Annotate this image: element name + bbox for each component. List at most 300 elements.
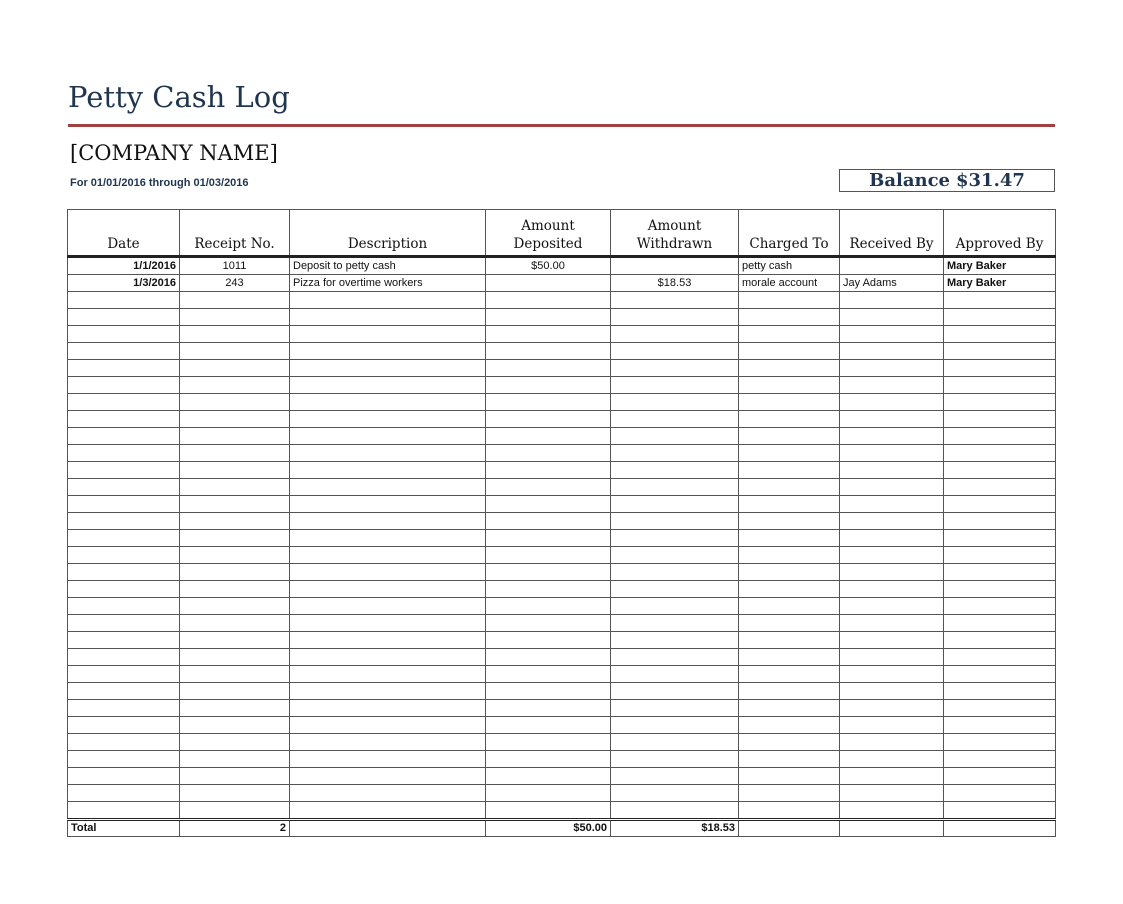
cell-approved-by[interactable] (944, 445, 1056, 462)
cell-amount-withdrawn[interactable] (611, 785, 739, 802)
cell-charged-to[interactable] (739, 292, 840, 309)
cell-amount-withdrawn[interactable] (611, 564, 739, 581)
cell-amount-withdrawn[interactable] (611, 496, 739, 513)
cell-date[interactable] (68, 496, 180, 513)
cell-date[interactable] (68, 360, 180, 377)
cell-received-by[interactable] (840, 751, 944, 768)
table-row (68, 343, 1056, 360)
cell-receipt-no[interactable] (180, 343, 290, 360)
col-header-description: Description (290, 210, 486, 257)
cell-amount-withdrawn[interactable] (611, 598, 739, 615)
cell-approved-by[interactable] (944, 581, 1056, 598)
title-divider (68, 124, 1055, 127)
cell-charged-to[interactable] (739, 445, 840, 462)
total-description-cell (290, 820, 486, 837)
cell-amount-withdrawn[interactable] (611, 666, 739, 683)
cell-approved-by[interactable] (944, 326, 1056, 343)
cell-amount-withdrawn[interactable] (611, 547, 739, 564)
cell-approved-by[interactable] (944, 479, 1056, 496)
cell-received-by[interactable] (840, 326, 944, 343)
cell-date[interactable] (68, 785, 180, 802)
cell-approved-by[interactable] (944, 377, 1056, 394)
cell-charged-to[interactable] (739, 700, 840, 717)
cell-charged-to[interactable] (739, 751, 840, 768)
col-header-approved-by: Approved By (944, 210, 1056, 257)
cell-date[interactable] (68, 802, 180, 820)
cell-charged-to[interactable] (739, 496, 840, 513)
cell-amount-deposited[interactable] (486, 275, 611, 292)
cell-date[interactable] (68, 479, 180, 496)
cell-receipt-no[interactable] (180, 496, 290, 513)
cell-receipt-no[interactable] (180, 462, 290, 479)
cell-approved-by[interactable] (944, 649, 1056, 666)
cell-charged-to[interactable]: morale account (739, 275, 840, 292)
cell-description[interactable] (290, 343, 486, 360)
cell-approved-by[interactable] (944, 768, 1056, 785)
cell-charged-to[interactable] (739, 581, 840, 598)
cell-description[interactable] (290, 564, 486, 581)
cell-description[interactable] (290, 309, 486, 326)
cell-amount-withdrawn[interactable] (611, 394, 739, 411)
cell-receipt-no[interactable] (180, 581, 290, 598)
cell-approved-by[interactable] (944, 411, 1056, 428)
cell-approved-by[interactable] (944, 428, 1056, 445)
cell-approved-by[interactable] (944, 530, 1056, 547)
cell-received-by[interactable] (840, 513, 944, 530)
cell-receipt-no[interactable] (180, 615, 290, 632)
cell-approved-by[interactable] (944, 632, 1056, 649)
cell-description[interactable] (290, 445, 486, 462)
cell-amount-deposited[interactable] (486, 309, 611, 326)
cell-amount-deposited[interactable] (486, 394, 611, 411)
cell-charged-to[interactable] (739, 343, 840, 360)
cell-charged-to[interactable] (739, 785, 840, 802)
cell-date[interactable] (68, 377, 180, 394)
cell-received-by[interactable] (840, 292, 944, 309)
table-row (68, 326, 1056, 343)
cell-charged-to[interactable] (739, 479, 840, 496)
cell-amount-deposited[interactable] (486, 479, 611, 496)
cell-amount-withdrawn[interactable] (611, 734, 739, 751)
cell-amount-deposited[interactable] (486, 683, 611, 700)
cell-description[interactable] (290, 530, 486, 547)
cell-amount-deposited[interactable] (486, 717, 611, 734)
cell-approved-by[interactable]: Mary Baker (944, 275, 1056, 292)
cell-description[interactable] (290, 360, 486, 377)
cell-charged-to[interactable] (739, 411, 840, 428)
table-row (68, 479, 1056, 496)
cell-date[interactable] (68, 683, 180, 700)
cell-amount-deposited[interactable] (486, 751, 611, 768)
cell-receipt-no[interactable] (180, 649, 290, 666)
cell-received-by[interactable] (840, 768, 944, 785)
cell-amount-deposited[interactable] (486, 496, 611, 513)
cell-receipt-no[interactable]: 243 (180, 275, 290, 292)
cell-received-by[interactable] (840, 428, 944, 445)
cell-received-by[interactable] (840, 547, 944, 564)
table-row (68, 445, 1056, 462)
cell-description[interactable] (290, 462, 486, 479)
cell-approved-by[interactable] (944, 751, 1056, 768)
table-row (68, 700, 1056, 717)
cell-amount-deposited[interactable] (486, 666, 611, 683)
cell-description[interactable] (290, 649, 486, 666)
cell-date[interactable] (68, 615, 180, 632)
cell-amount-deposited[interactable] (486, 615, 611, 632)
cell-approved-by[interactable] (944, 343, 1056, 360)
cell-amount-deposited[interactable]: $50.00 (486, 257, 611, 275)
cell-amount-withdrawn[interactable] (611, 343, 739, 360)
total-withdrawn: $18.53 (611, 820, 739, 837)
cell-receipt-no[interactable] (180, 513, 290, 530)
cell-received-by[interactable] (840, 785, 944, 802)
cell-approved-by[interactable] (944, 462, 1056, 479)
cell-receipt-no[interactable] (180, 785, 290, 802)
cell-receipt-no[interactable] (180, 377, 290, 394)
cell-received-by[interactable] (840, 479, 944, 496)
cell-amount-deposited[interactable] (486, 360, 611, 377)
cell-amount-withdrawn[interactable] (611, 309, 739, 326)
cell-amount-withdrawn[interactable] (611, 292, 739, 309)
cell-received-by[interactable] (840, 257, 944, 275)
cell-receipt-no[interactable] (180, 683, 290, 700)
cell-receipt-no[interactable] (180, 734, 290, 751)
cell-charged-to[interactable] (739, 666, 840, 683)
cell-approved-by[interactable] (944, 615, 1056, 632)
total-received-by-cell (840, 820, 944, 837)
total-label: Total (68, 820, 180, 837)
cell-amount-deposited[interactable] (486, 530, 611, 547)
cell-description[interactable] (290, 751, 486, 768)
cell-description[interactable] (290, 802, 486, 820)
cell-date[interactable] (68, 666, 180, 683)
cell-description[interactable] (290, 513, 486, 530)
cell-received-by[interactable] (840, 717, 944, 734)
cell-description[interactable] (290, 615, 486, 632)
table-row (68, 802, 1056, 820)
cell-approved-by[interactable] (944, 785, 1056, 802)
cell-description[interactable] (290, 581, 486, 598)
cell-amount-withdrawn[interactable] (611, 411, 739, 428)
cell-received-by[interactable] (840, 649, 944, 666)
table-row (68, 462, 1056, 479)
cell-date[interactable] (68, 513, 180, 530)
cell-charged-to[interactable] (739, 802, 840, 820)
cell-approved-by[interactable]: Mary Baker (944, 257, 1056, 275)
cell-charged-to[interactable] (739, 462, 840, 479)
cell-receipt-no[interactable]: 1011 (180, 257, 290, 275)
cell-amount-withdrawn[interactable] (611, 632, 739, 649)
cell-amount-deposited[interactable] (486, 649, 611, 666)
cell-description[interactable] (290, 717, 486, 734)
cell-date[interactable] (68, 445, 180, 462)
cell-amount-withdrawn[interactable] (611, 428, 739, 445)
cell-amount-deposited[interactable] (486, 700, 611, 717)
table-row (68, 683, 1056, 700)
cell-date[interactable] (68, 394, 180, 411)
cell-amount-deposited[interactable] (486, 581, 611, 598)
cell-date[interactable] (68, 343, 180, 360)
cell-approved-by[interactable] (944, 700, 1056, 717)
cell-amount-withdrawn[interactable] (611, 326, 739, 343)
cell-description[interactable] (290, 496, 486, 513)
cell-amount-withdrawn[interactable] (611, 683, 739, 700)
cell-amount-withdrawn[interactable] (611, 530, 739, 547)
cell-received-by[interactable] (840, 530, 944, 547)
cell-received-by[interactable] (840, 496, 944, 513)
cell-receipt-no[interactable] (180, 700, 290, 717)
cell-amount-deposited[interactable] (486, 564, 611, 581)
cell-receipt-no[interactable] (180, 717, 290, 734)
cell-received-by[interactable] (840, 802, 944, 820)
cell-amount-withdrawn[interactable] (611, 257, 739, 275)
cell-approved-by[interactable] (944, 309, 1056, 326)
cell-charged-to[interactable] (739, 632, 840, 649)
cell-date[interactable] (68, 581, 180, 598)
cell-received-by[interactable]: Jay Adams (840, 275, 944, 292)
cell-charged-to[interactable] (739, 615, 840, 632)
cell-date[interactable] (68, 768, 180, 785)
cell-receipt-no[interactable] (180, 564, 290, 581)
cell-amount-withdrawn[interactable] (611, 768, 739, 785)
cell-amount-withdrawn[interactable] (611, 360, 739, 377)
cell-date[interactable] (68, 734, 180, 751)
cell-date[interactable] (68, 428, 180, 445)
total-receipt-count: 2 (180, 820, 290, 837)
cell-received-by[interactable] (840, 615, 944, 632)
cell-charged-to[interactable] (739, 734, 840, 751)
cell-amount-deposited[interactable] (486, 734, 611, 751)
cell-amount-deposited[interactable] (486, 785, 611, 802)
cell-description[interactable] (290, 700, 486, 717)
cell-received-by[interactable] (840, 666, 944, 683)
cell-receipt-no[interactable] (180, 292, 290, 309)
cell-charged-to[interactable]: petty cash (739, 257, 840, 275)
cell-description[interactable]: Pizza for overtime workers (290, 275, 486, 292)
cell-amount-deposited[interactable] (486, 547, 611, 564)
cell-receipt-no[interactable] (180, 326, 290, 343)
cell-approved-by[interactable] (944, 496, 1056, 513)
cell-received-by[interactable] (840, 343, 944, 360)
cell-amount-withdrawn[interactable] (611, 462, 739, 479)
cell-charged-to[interactable] (739, 649, 840, 666)
cell-description[interactable] (290, 326, 486, 343)
cell-date[interactable] (68, 564, 180, 581)
cell-amount-withdrawn[interactable] (611, 615, 739, 632)
cell-date[interactable]: 1/1/2016 (68, 257, 180, 275)
table-row (68, 632, 1056, 649)
table-row (68, 309, 1056, 326)
cell-amount-withdrawn[interactable] (611, 649, 739, 666)
cell-received-by[interactable] (840, 700, 944, 717)
cell-received-by[interactable] (840, 581, 944, 598)
cell-amount-withdrawn[interactable] (611, 700, 739, 717)
cell-receipt-no[interactable] (180, 666, 290, 683)
cell-receipt-no[interactable] (180, 768, 290, 785)
cell-received-by[interactable] (840, 598, 944, 615)
cell-receipt-no[interactable] (180, 547, 290, 564)
col-header-charged-to: Charged To (739, 210, 840, 257)
total-row (68, 820, 1056, 837)
cell-description[interactable] (290, 411, 486, 428)
cell-amount-deposited[interactable] (486, 411, 611, 428)
cell-charged-to[interactable] (739, 547, 840, 564)
cell-approved-by[interactable] (944, 666, 1056, 683)
cell-amount-withdrawn[interactable] (611, 445, 739, 462)
cell-receipt-no[interactable] (180, 360, 290, 377)
cell-received-by[interactable] (840, 445, 944, 462)
cell-amount-deposited[interactable] (486, 598, 611, 615)
cell-date[interactable] (68, 411, 180, 428)
cell-description[interactable] (290, 377, 486, 394)
cell-charged-to[interactable] (739, 326, 840, 343)
cell-date[interactable] (68, 700, 180, 717)
cell-received-by[interactable] (840, 632, 944, 649)
cell-description[interactable] (290, 734, 486, 751)
cell-charged-to[interactable] (739, 717, 840, 734)
cell-date[interactable]: 1/3/2016 (68, 275, 180, 292)
cell-date[interactable] (68, 717, 180, 734)
cell-amount-deposited[interactable] (486, 428, 611, 445)
table-row (68, 257, 1056, 275)
cell-approved-by[interactable] (944, 360, 1056, 377)
table-row (68, 275, 1056, 292)
cell-amount-deposited[interactable] (486, 326, 611, 343)
cell-received-by[interactable] (840, 411, 944, 428)
cell-description[interactable] (290, 598, 486, 615)
cell-date[interactable] (68, 309, 180, 326)
cell-description[interactable] (290, 632, 486, 649)
cell-charged-to[interactable] (739, 598, 840, 615)
cell-description[interactable] (290, 547, 486, 564)
cell-receipt-no[interactable] (180, 751, 290, 768)
cell-receipt-no[interactable] (180, 802, 290, 820)
cell-approved-by[interactable] (944, 683, 1056, 700)
cell-charged-to[interactable] (739, 513, 840, 530)
balance-label: Balance (869, 170, 950, 191)
cell-receipt-no[interactable] (180, 309, 290, 326)
cell-approved-by[interactable] (944, 292, 1056, 309)
cell-charged-to[interactable] (739, 360, 840, 377)
cell-receipt-no[interactable] (180, 411, 290, 428)
table-row (68, 717, 1056, 734)
cell-description[interactable] (290, 292, 486, 309)
cell-amount-deposited[interactable] (486, 292, 611, 309)
cell-amount-withdrawn[interactable] (611, 802, 739, 820)
total-approved-by-cell (944, 820, 1056, 837)
cell-received-by[interactable] (840, 683, 944, 700)
cell-amount-deposited[interactable] (486, 462, 611, 479)
cell-approved-by[interactable] (944, 802, 1056, 820)
cell-receipt-no[interactable] (180, 428, 290, 445)
cell-charged-to[interactable] (739, 683, 840, 700)
cell-amount-withdrawn[interactable]: $18.53 (611, 275, 739, 292)
cell-charged-to[interactable] (739, 768, 840, 785)
cell-receipt-no[interactable] (180, 394, 290, 411)
cell-charged-to[interactable] (739, 377, 840, 394)
cell-received-by[interactable] (840, 360, 944, 377)
cell-charged-to[interactable] (739, 309, 840, 326)
cell-approved-by[interactable] (944, 598, 1056, 615)
cell-date[interactable] (68, 326, 180, 343)
cell-description[interactable] (290, 683, 486, 700)
cell-description[interactable] (290, 394, 486, 411)
table-row (68, 751, 1056, 768)
total-deposited: $50.00 (486, 820, 611, 837)
cell-amount-deposited[interactable] (486, 632, 611, 649)
cell-received-by[interactable] (840, 462, 944, 479)
table-row (68, 513, 1056, 530)
cell-amount-withdrawn[interactable] (611, 581, 739, 598)
table-row (68, 581, 1056, 598)
cell-approved-by[interactable] (944, 564, 1056, 581)
cell-description[interactable] (290, 785, 486, 802)
cell-date[interactable] (68, 632, 180, 649)
cell-receipt-no[interactable] (180, 598, 290, 615)
cell-date[interactable] (68, 751, 180, 768)
cell-amount-deposited[interactable] (486, 377, 611, 394)
page-title: Petty Cash Log (68, 80, 290, 114)
cell-charged-to[interactable] (739, 564, 840, 581)
table-row (68, 615, 1056, 632)
cell-description[interactable] (290, 479, 486, 496)
cell-approved-by[interactable] (944, 394, 1056, 411)
cell-charged-to[interactable] (739, 428, 840, 445)
cell-amount-withdrawn[interactable] (611, 479, 739, 496)
cell-received-by[interactable] (840, 734, 944, 751)
cell-received-by[interactable] (840, 394, 944, 411)
cell-amount-deposited[interactable] (486, 802, 611, 820)
cell-description[interactable]: Deposit to petty cash (290, 257, 486, 275)
cell-amount-deposited[interactable] (486, 768, 611, 785)
company-name[interactable]: [COMPANY NAME] (70, 141, 278, 165)
cell-receipt-no[interactable] (180, 445, 290, 462)
cell-description[interactable] (290, 768, 486, 785)
cell-receipt-no[interactable] (180, 632, 290, 649)
cell-date[interactable] (68, 547, 180, 564)
cell-approved-by[interactable] (944, 734, 1056, 751)
cell-amount-deposited[interactable] (486, 445, 611, 462)
cell-approved-by[interactable] (944, 717, 1056, 734)
cell-charged-to[interactable] (739, 530, 840, 547)
cell-receipt-no[interactable] (180, 479, 290, 496)
cell-amount-deposited[interactable] (486, 513, 611, 530)
cell-date[interactable] (68, 530, 180, 547)
cell-received-by[interactable] (840, 377, 944, 394)
cell-amount-withdrawn[interactable] (611, 751, 739, 768)
table-row (68, 394, 1056, 411)
cell-description[interactable] (290, 666, 486, 683)
cell-approved-by[interactable] (944, 547, 1056, 564)
cell-date[interactable] (68, 649, 180, 666)
cell-receipt-no[interactable] (180, 530, 290, 547)
cell-description[interactable] (290, 428, 486, 445)
cell-received-by[interactable] (840, 564, 944, 581)
cell-amount-deposited[interactable] (486, 343, 611, 360)
cell-charged-to[interactable] (739, 394, 840, 411)
cell-date[interactable] (68, 462, 180, 479)
cell-amount-withdrawn[interactable] (611, 513, 739, 530)
cell-date[interactable] (68, 598, 180, 615)
cell-amount-withdrawn[interactable] (611, 377, 739, 394)
table-row (68, 649, 1056, 666)
cell-approved-by[interactable] (944, 513, 1056, 530)
table-row (68, 292, 1056, 309)
cell-amount-withdrawn[interactable] (611, 717, 739, 734)
cell-received-by[interactable] (840, 309, 944, 326)
cell-date[interactable] (68, 292, 180, 309)
table-row (68, 785, 1056, 802)
